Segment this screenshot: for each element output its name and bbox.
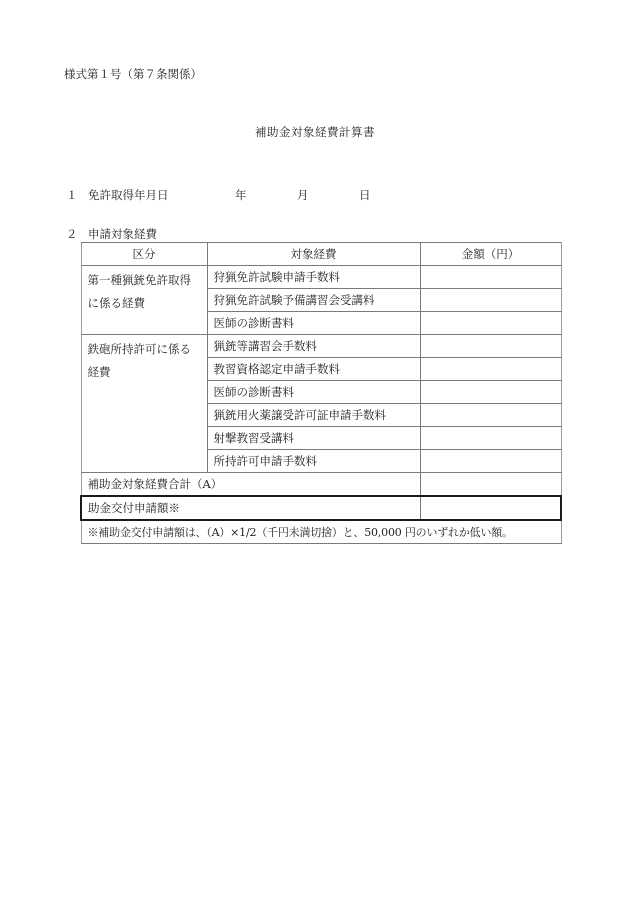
category-hunting-license: 第一種猟銃免許取得に係る経費 [81,266,207,335]
column-header-expense: 対象経費 [207,243,420,266]
amount-field[interactable] [420,335,561,358]
request-amount-field[interactable] [420,496,561,520]
document-title: 補助金対象経費計算書 [255,125,375,139]
form-number: 様式第１号（第７条関係） [64,67,202,81]
license-date-month-label: 月 [297,188,309,202]
amount-field[interactable] [420,450,561,473]
expense-item: 教習資格認定申請手数料 [207,358,420,381]
license-date-year-label: 年 [235,188,247,202]
section2-label: 申請対象経費 [88,227,157,241]
amount-field[interactable] [420,358,561,381]
amount-field[interactable] [420,404,561,427]
column-header-amount: 金額（円） [420,243,561,266]
category-firearm-permit: 鉄砲所持許可に係る経費 [81,335,207,473]
expense-item: 医師の診断書料 [207,312,420,335]
expense-table [80,242,562,544]
amount-field[interactable] [420,312,561,335]
expense-item: 猟銃用火薬譲受許可証申請手数料 [207,404,420,427]
total-amount-field[interactable] [420,473,561,497]
expense-item: 所持許可申請手数料 [207,450,420,473]
table-row [81,266,561,289]
license-date-day-label: 日 [359,188,371,202]
expense-item: 猟銃等講習会手数料 [207,335,420,358]
request-amount-label: 助金交付申請額※ [81,496,420,520]
footnote: ※補助金交付申請額は、（A）×1/2（千円未満切捨）と、50,000 円のいずれか低い額。 [81,520,561,544]
amount-field[interactable] [420,381,561,404]
expense-item: 狩猟免許試験申請手数料 [207,266,420,289]
section1-label: 免許取得年月日 [88,188,169,202]
section2-number: ２ [66,227,78,241]
expense-item: 狩猟免許試験予備講習会受講料 [207,289,420,312]
table-header-row [81,243,561,266]
expense-item: 医師の診断書料 [207,381,420,404]
note-row [81,520,561,544]
request-amount-row [81,496,561,520]
column-header-category: 区分 [81,243,207,266]
amount-field[interactable] [420,427,561,450]
section1-number: １ [66,188,78,202]
amount-field[interactable] [420,289,561,312]
table-row [81,335,561,358]
amount-field[interactable] [420,266,561,289]
total-row [81,473,561,497]
total-label: 補助金対象経費合計（A） [81,473,420,497]
expense-item: 射撃教習受講料 [207,427,420,450]
